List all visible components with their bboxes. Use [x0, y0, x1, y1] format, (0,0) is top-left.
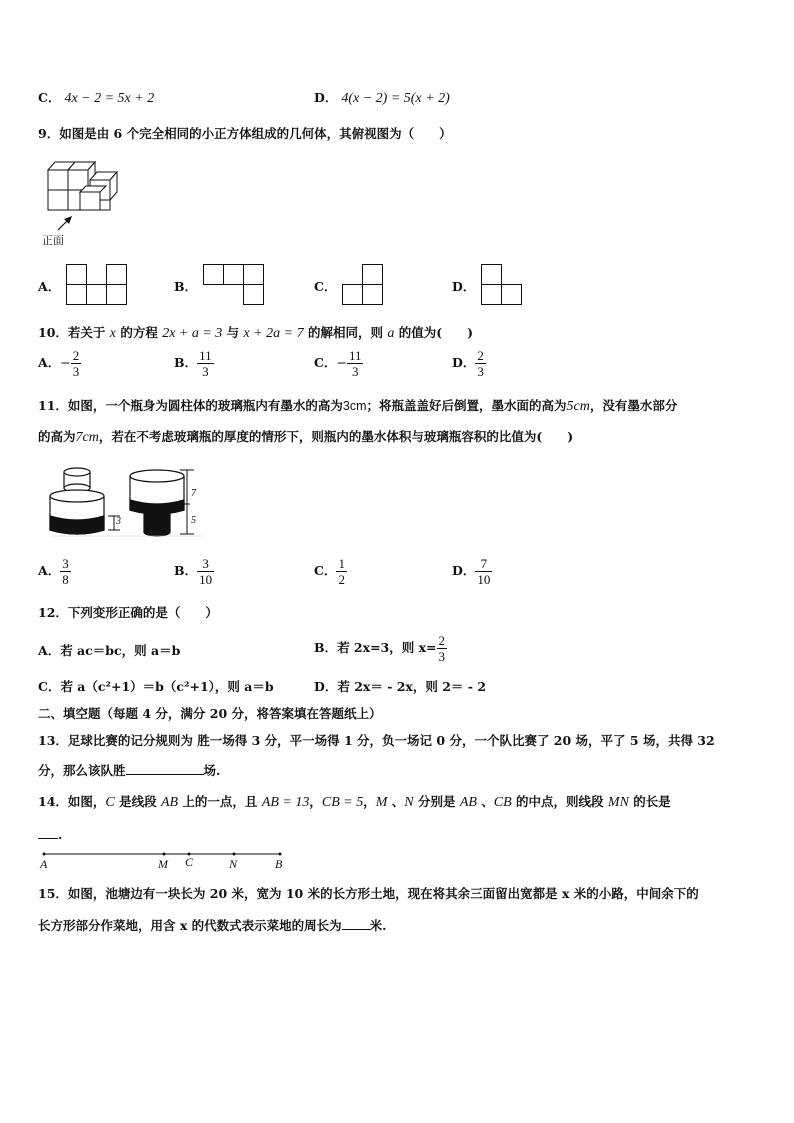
q9-option-c-grid	[342, 264, 384, 306]
q11-text: ，若在不考虑玻璃瓶的厚度的情形下，则瓶内的墨水体积与玻璃瓶容积的比值为( )	[98, 429, 574, 444]
equation-2: x + 2a = 7	[243, 326, 304, 341]
q11-text: 11．如图，一个瓶身为圆柱体的玻璃瓶内有墨水的高为	[38, 398, 343, 413]
q9-option-b-grid	[203, 264, 265, 306]
q12-option-a: A．若 ac＝bc，则 a＝b	[38, 643, 181, 658]
q13-text: 分，那么该队胜	[38, 763, 126, 778]
cb-length: CB = 5	[321, 795, 364, 810]
q14-text: 、	[476, 794, 494, 809]
minus-sign: −	[336, 355, 347, 370]
q11-text: ，没有墨水部分	[589, 398, 678, 413]
q10-text: 10．若关于	[38, 325, 110, 340]
segment-cb: CB	[493, 795, 512, 810]
fraction	[437, 633, 448, 664]
fraction	[197, 556, 214, 587]
denominator: 3	[347, 363, 364, 379]
q15-text: 米.	[369, 918, 387, 933]
denominator: 8	[62, 572, 69, 587]
point-label-c: C	[185, 855, 194, 869]
q9-option-d-letter: D．	[452, 279, 476, 294]
equation: 4(x − 2) = 5(x + 2)	[341, 91, 450, 106]
option-letter: A．	[38, 563, 61, 578]
q11-fig-label-5: 5	[191, 515, 196, 526]
q14-text: 的长是	[628, 794, 671, 809]
denominator: 10	[477, 572, 491, 587]
q10-option-a	[38, 348, 81, 379]
q14-line2	[38, 826, 62, 842]
q9-option-a-letter: A．	[38, 279, 61, 294]
denominator: 3	[197, 363, 214, 379]
q10-option-d	[452, 348, 486, 379]
fraction	[197, 348, 214, 379]
denominator: 3	[72, 364, 80, 379]
q10-text: 与	[222, 325, 244, 340]
option-letter: B．	[174, 355, 198, 370]
denominator: 3	[477, 364, 484, 379]
q14-text: 上的一点，且	[178, 794, 262, 809]
q11-option-d	[452, 556, 492, 587]
equation: 4x − 2 = 5x + 2	[64, 91, 155, 106]
numerator: 1	[338, 556, 345, 571]
q9-option-a-grid	[66, 264, 128, 306]
q10-option-b	[174, 348, 214, 379]
denominator: 3	[438, 649, 446, 664]
equation-1: 2x + a = 3	[162, 326, 223, 341]
point-label-a: A	[40, 857, 48, 871]
denominator: 2	[338, 572, 345, 587]
q11-option-a	[38, 556, 71, 587]
fraction	[475, 348, 486, 379]
segment-ab: AB	[459, 795, 477, 810]
q10-text: 的解相同，则	[303, 325, 388, 340]
option-letter: D．	[452, 563, 476, 578]
q15-line1: 15．如图，池塘边有一块长为 20 米，宽为 10 米的长方形土地，现在将其余三面留出宽都是 x 米的小路，中间余下的	[38, 886, 699, 901]
section-2-heading: 二、填空题（每题 4 分，满分 20 分，将答案填在答题纸上）	[38, 706, 382, 721]
q14-text: ，	[309, 794, 322, 809]
q13-text: 场.	[203, 763, 221, 778]
var-x: x	[109, 326, 116, 341]
q11-fig-label-3: 3	[116, 516, 121, 527]
q11-stem-line1	[38, 396, 677, 415]
option-letter: C．	[38, 90, 61, 105]
q9-option-c-letter: C．	[314, 279, 337, 294]
q8-option-d	[314, 88, 450, 107]
q11-stem-line2	[38, 427, 573, 446]
denominator: 10	[199, 572, 213, 587]
numerator: 2	[438, 633, 446, 648]
option-letter: C．	[314, 563, 337, 578]
q8-option-c	[38, 88, 154, 107]
fraction	[60, 556, 71, 587]
fraction	[475, 556, 492, 587]
option-letter: D．	[452, 355, 476, 370]
numerator: 7	[480, 556, 488, 571]
q14-text: 、	[387, 794, 405, 809]
q10-option-c	[314, 348, 363, 379]
q11-option-b	[174, 556, 214, 587]
point-n: N	[404, 795, 414, 810]
q14-stem	[38, 792, 671, 811]
fraction	[71, 348, 82, 379]
option-letter: C．	[314, 355, 337, 370]
ab-length: AB = 13	[261, 795, 310, 810]
option-letter: A．	[38, 355, 61, 370]
q10-text: 的方程	[115, 325, 163, 340]
q14-text: 14．如图，	[38, 794, 106, 809]
numerator: 3	[62, 556, 69, 571]
q14-text: 是线段	[114, 794, 161, 809]
q15-text: 长方形部分作菜地，用含 x 的代数式表示菜地的周长为	[38, 918, 342, 933]
q9-front-label: 正面	[42, 234, 64, 247]
q11-fig-label-7: 7	[191, 488, 196, 499]
q9-option-d-grid	[481, 264, 523, 306]
numerator: 3	[202, 556, 209, 571]
segment-ab: AB	[160, 795, 179, 810]
point-label-m: M	[158, 857, 168, 871]
var-a: a	[387, 326, 395, 341]
fraction	[347, 348, 364, 379]
q11-bottle-figure	[44, 466, 204, 542]
q9-stem: 9．如图是由 6 个完全相同的小正方体组成的几何体，其俯视图为（ ）	[38, 126, 452, 141]
option-letter: D．	[314, 90, 338, 105]
answer-blank[interactable]	[38, 826, 58, 839]
point-label-b: B	[275, 857, 283, 871]
q11-option-c	[314, 556, 347, 587]
q13-line1: 13．足球比赛的记分规则为 胜一场得 3 分，平一场得 1 分，负一场记 0 分，一个队比赛了 20 场，平了 5 场，共得 32	[38, 733, 715, 748]
q9-option-b-letter: B．	[174, 279, 198, 294]
q11-text: ；将瓶盖盖好后倒置，墨水面的高为	[366, 398, 567, 413]
q14-text: 分别是	[413, 794, 460, 809]
segment-mn: MN	[607, 795, 629, 810]
q14-text: .	[58, 827, 63, 842]
point-label-n: N	[229, 857, 238, 871]
minus-sign: −	[60, 355, 71, 370]
numerator: 11	[199, 348, 212, 363]
numerator: 11	[348, 348, 362, 363]
option-letter: B．	[174, 563, 198, 578]
answer-blank[interactable]	[342, 917, 370, 930]
numerator: 2	[477, 348, 484, 363]
height-7cm: 7cm	[75, 430, 99, 445]
point-c: C	[105, 795, 115, 810]
q14-text: ，	[363, 794, 376, 809]
q11-text: 的高为	[38, 429, 76, 444]
q15-line2	[38, 916, 387, 934]
q10-stem	[38, 323, 473, 342]
numerator: 2	[72, 348, 80, 363]
q13-line2	[38, 761, 220, 779]
option-b-text: B．若 2x=3，则 x=	[314, 640, 437, 655]
q12-stem: 12．下列变形正确的是（ ）	[38, 605, 218, 620]
q12-option-b	[314, 633, 447, 664]
height-5cm: 5cm	[566, 399, 590, 414]
q12-option-c: C．若 a（c²+1）＝b（c²+1），则 a＝b	[38, 679, 274, 694]
height-3cm: 3cm	[342, 399, 367, 413]
fraction	[336, 556, 347, 587]
q14-text: 的中点，则线段	[511, 794, 608, 809]
q10-text: 的值为( )	[394, 325, 474, 340]
answer-blank[interactable]	[126, 762, 204, 775]
point-m: M	[375, 795, 388, 810]
q12-option-d: D．若 2x＝ - 2x，则 2＝ - 2	[314, 679, 487, 694]
